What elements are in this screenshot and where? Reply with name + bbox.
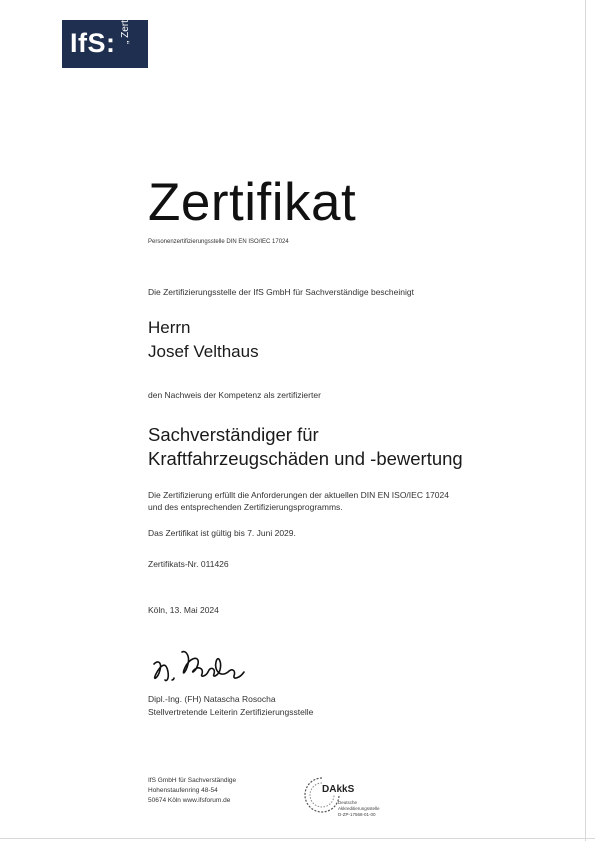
footer-city-web: 50674 Köln www.ifsforum.de: [148, 797, 231, 804]
logo-subtext: „ Zert: [120, 20, 131, 44]
qualification-line-1: Sachverständiger für: [148, 424, 319, 445]
footer-company: IfS GmbH für Sachverständige: [148, 777, 237, 784]
dakks-line-3: D-ZP-17568-01-00: [338, 812, 376, 817]
dakks-name: DAkkS: [322, 784, 355, 795]
norm-line: Personenzertifizierungsstelle DIN EN ISO/IEC 17024: [148, 239, 289, 245]
footer-street: Hohenstaufenring 48-54: [148, 787, 218, 794]
signatory-role: Stellvertretende Leiterin Zertifizierungsstelle: [148, 707, 314, 717]
page-edge-right: [585, 0, 586, 841]
dakks-symbol-icon: [302, 775, 342, 815]
salutation: Herrn: [148, 318, 191, 337]
certificate-title: Zertifikat: [148, 173, 357, 232]
dakks-line-2: Akkreditierungsstelle: [338, 806, 380, 811]
recipient-name: Josef Velthaus: [148, 342, 259, 361]
validity-text: Das Zertifikat ist gültig bis 7. Juni 2029.: [148, 528, 296, 538]
place-date: Köln, 13. Mai 2024: [148, 605, 219, 615]
intro-text: Die Zertifizierungsstelle der IfS GmbH für Sachverständige bescheinigt: [148, 287, 414, 297]
signatory-name: Dipl.-Ing. (FH) Natascha Rosocha: [148, 694, 276, 704]
competence-text: den Nachweis der Kompetenz als zertifizierter: [148, 390, 321, 400]
logo-text: IfS:: [70, 28, 116, 58]
page-edge-bottom: [0, 838, 595, 839]
qualification-line-2: Kraftfahrzeugschäden und -bewertung: [148, 448, 463, 469]
signature: [148, 642, 278, 690]
certificate-number: Zertifikats-Nr. 011426: [148, 559, 229, 569]
dakks-accreditation-mark: [302, 773, 397, 823]
requirements-line-2: und des entsprechenden Zertifizierungsprogramms.: [148, 502, 343, 512]
dakks-line-1: Deutsche: [338, 800, 358, 805]
ifs-zert-logo: [62, 20, 148, 68]
requirements-line-1: Die Zertifizierung erfüllt die Anforderungen der aktuellen DIN EN ISO/IEC 17024: [148, 490, 449, 500]
